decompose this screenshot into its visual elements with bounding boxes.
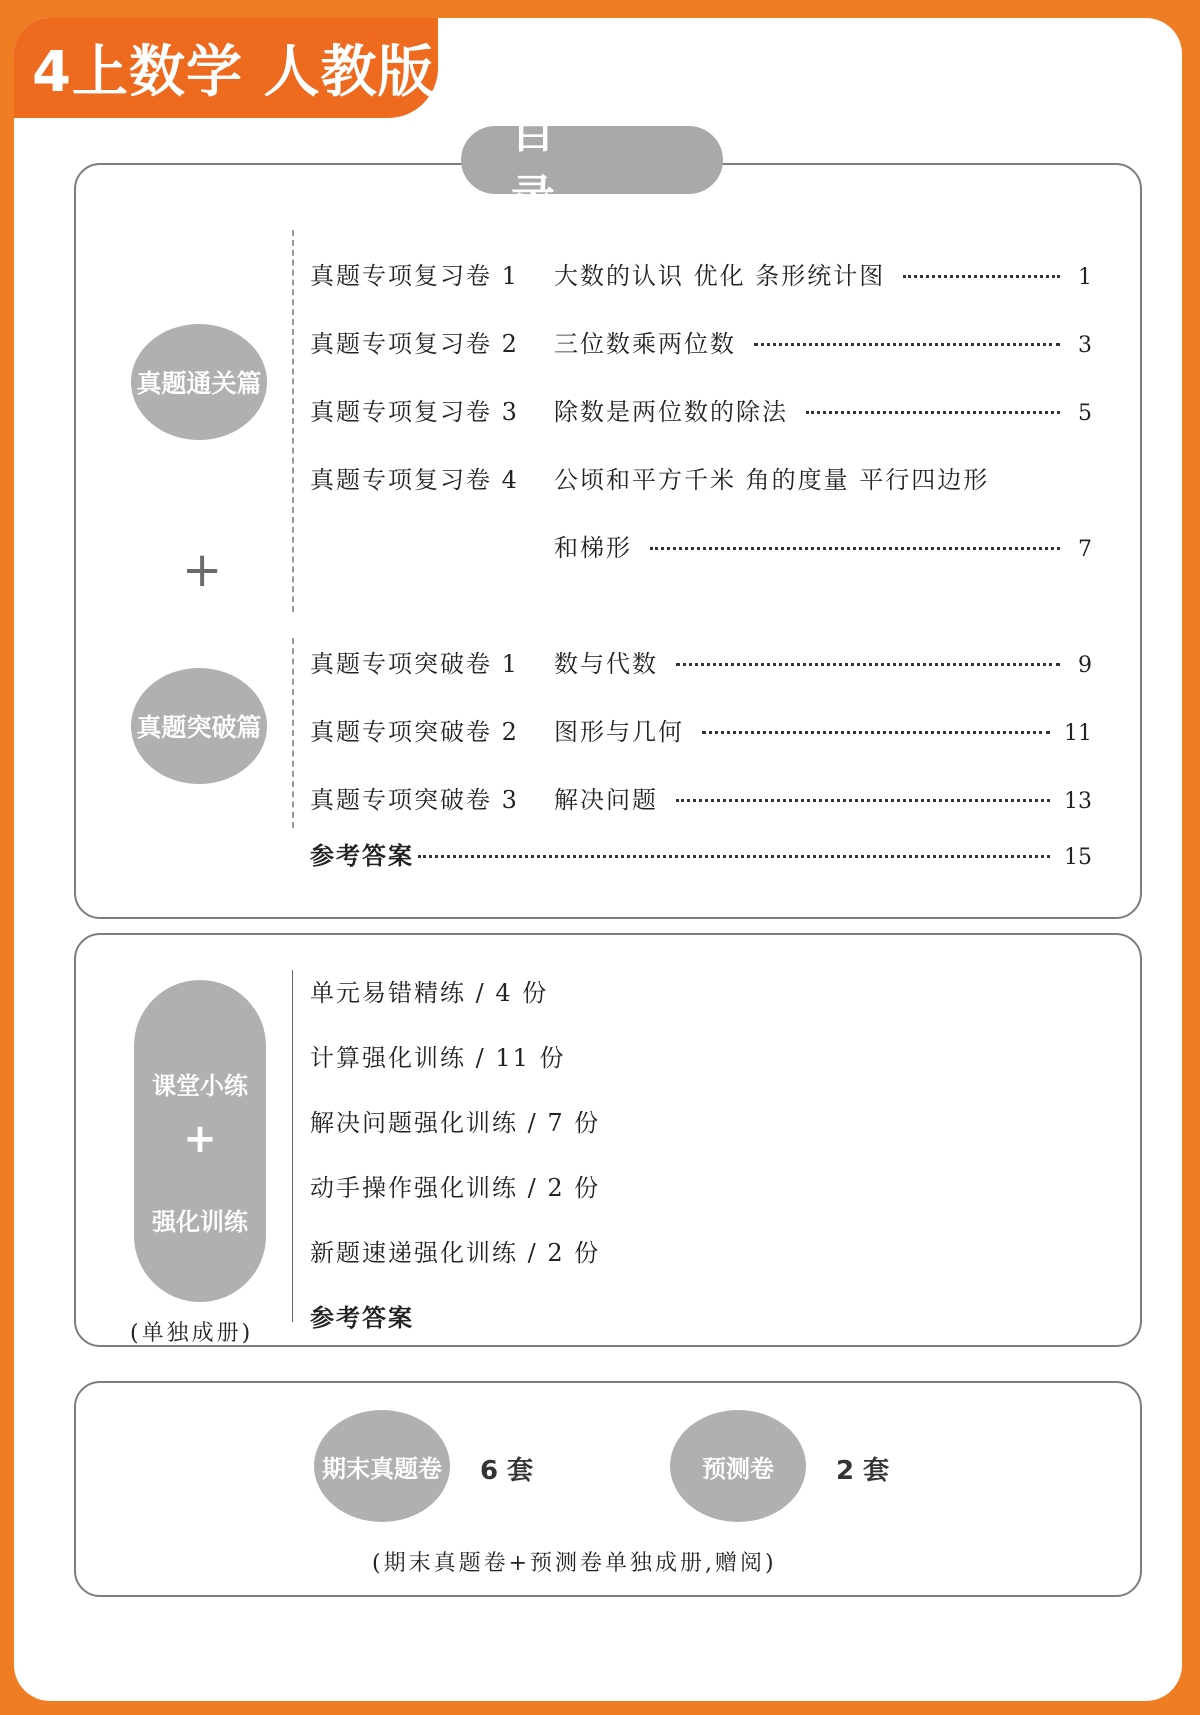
toc-row-page: 5 (1078, 401, 1092, 426)
toc-row-page: 1 (1078, 265, 1092, 290)
practice-answers[interactable]: 参考答案 (310, 1303, 414, 1332)
plus-sign: + (182, 542, 223, 598)
leader-dots (676, 799, 1050, 802)
toc-row-label: 真题专项复习卷 4 (310, 466, 519, 494)
grade-subject-badge: 4上数学 人教版 (14, 18, 438, 118)
toc-answers-label: 参考答案 (310, 841, 414, 870)
toc-row-topic: 数与代数 (554, 650, 658, 678)
practice-pill (134, 980, 266, 1302)
toc-row-topic: 图形与几何 (554, 718, 684, 746)
separate-booklet-note: (单独成册) (130, 1321, 254, 1346)
toc-row[interactable] (310, 780, 1092, 815)
toc-row-page: 9 (1078, 653, 1092, 678)
exams-note: (期末真题卷+预测卷单独成册,赠阅) (372, 1551, 777, 1576)
leader-dots (650, 547, 1060, 550)
prediction-exam-label: 预测卷 (670, 1410, 806, 1522)
page (14, 18, 1182, 1701)
toc-row-topic: 解决问题 (554, 786, 658, 814)
toc-row[interactable] (310, 644, 1092, 679)
practice-item[interactable]: 解决问题强化训练 / 7 份 (310, 1109, 601, 1137)
toc-row-page: 7 (1078, 537, 1092, 562)
practice-item[interactable]: 动手操作强化训练 / 2 份 (310, 1174, 601, 1202)
leader-dots (702, 731, 1050, 734)
leader-dots (806, 411, 1060, 414)
toc-row-page: 3 (1078, 333, 1092, 358)
toc-title: 目 (461, 126, 723, 194)
toc-row-label: 真题专项突破卷 2 (310, 718, 519, 746)
toc-row[interactable] (310, 712, 1092, 747)
pill-plus: + (183, 1116, 217, 1162)
toc-row-answers[interactable] (310, 836, 1092, 871)
toc-row-label: 真题专项复习卷 1 (310, 262, 519, 290)
pill-label-bottom: 强化训练 (152, 1208, 248, 1236)
toc-row-topic: 公顷和平方千米 角的度量 平行四边形 (554, 466, 990, 494)
toc-row-continued[interactable] (554, 528, 1092, 563)
leader-dots (903, 275, 1060, 278)
toc-row-topic: 大数的认识 优化 条形统计图 (554, 262, 886, 290)
divider-practice (292, 970, 293, 1322)
toc-row-label: 真题专项突破卷 1 (310, 650, 519, 678)
toc-row-label: 真题专项复习卷 3 (310, 398, 519, 426)
toc-row-topic: 三位数乘两位数 (554, 330, 736, 358)
divider-section2 (292, 638, 294, 828)
toc-row-page: 13 (1064, 789, 1092, 814)
pill-label-top: 课堂小练 (152, 1072, 248, 1100)
toc-row-page: 11 (1064, 721, 1092, 746)
divider-section1 (292, 230, 294, 612)
toc-row-label: 真题专项突破卷 3 (310, 786, 519, 814)
toc-row-page: 15 (1064, 845, 1092, 870)
toc-row[interactable] (310, 324, 1092, 359)
toc-row-topic-continued: 和梯形 (554, 534, 632, 562)
practice-item[interactable]: 新题速递强化训练 / 2 份 (310, 1239, 601, 1267)
toc-row[interactable] (310, 392, 1092, 427)
toc-row-label: 真题专项复习卷 2 (310, 330, 519, 358)
leader-dots (754, 343, 1060, 346)
toc-row[interactable] (310, 256, 1092, 291)
final-exam-count: 6 套 (480, 1456, 534, 1486)
toc-row[interactable] (310, 460, 1092, 495)
section-label-zhenti-tongguan: 真题通关篇 (131, 324, 267, 440)
practice-item[interactable]: 计算强化训练 / 11 份 (310, 1044, 566, 1072)
prediction-exam-count: 2 套 (836, 1456, 890, 1486)
practice-item[interactable]: 单元易错精练 / 4 份 (310, 979, 549, 1007)
section-label-zhenti-tupo: 真题突破篇 (131, 668, 267, 784)
leader-dots (676, 663, 1060, 666)
leader-dots (418, 855, 1050, 858)
final-exam-label: 期末真题卷 (314, 1410, 450, 1522)
toc-row-topic: 除数是两位数的除法 (554, 398, 788, 426)
